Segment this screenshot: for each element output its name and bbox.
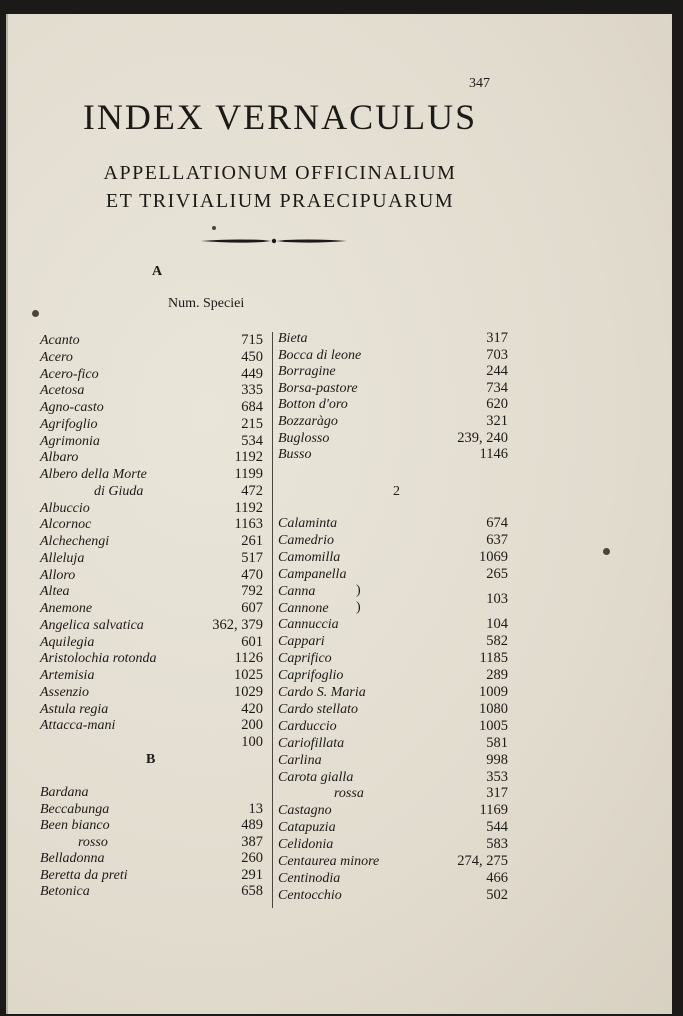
species-number: 265 bbox=[486, 565, 508, 582]
species-number: 1005 bbox=[479, 717, 508, 734]
entry-name: Alcornoc bbox=[40, 517, 92, 533]
species-number: 362, 379 bbox=[212, 616, 263, 633]
ink-spot bbox=[212, 226, 216, 230]
index-entry bbox=[40, 466, 263, 483]
index-entry bbox=[278, 718, 508, 735]
index-entry bbox=[278, 836, 508, 853]
species-number: 200 bbox=[241, 717, 263, 734]
species-number: 1199 bbox=[234, 466, 263, 482]
species-number: 244 bbox=[486, 363, 508, 380]
index-entry bbox=[40, 667, 263, 684]
index-entry bbox=[278, 446, 508, 463]
page-number: 347 bbox=[469, 76, 490, 91]
species-number: 289 bbox=[486, 667, 508, 684]
entry-name: Cariofillata bbox=[278, 735, 345, 751]
brace-cannone: ) bbox=[356, 600, 361, 615]
species-number: 1163 bbox=[234, 516, 263, 533]
index-entry bbox=[40, 416, 263, 433]
section-letter-a: A bbox=[152, 264, 163, 279]
entry-name: Bozzaràgo bbox=[278, 414, 338, 429]
entry-name: Agrifoglio bbox=[40, 416, 98, 432]
species-number: 583 bbox=[486, 836, 508, 853]
index-entry bbox=[40, 801, 263, 818]
species-number: 544 bbox=[486, 819, 508, 836]
index-entry bbox=[40, 784, 263, 801]
column-divider bbox=[272, 332, 273, 908]
index-entry bbox=[278, 769, 508, 786]
index-entry bbox=[40, 717, 263, 734]
index-entry bbox=[40, 650, 263, 667]
entry-name: di Giuda bbox=[94, 483, 144, 499]
species-number: 517 bbox=[241, 549, 263, 566]
entry-name: Busso bbox=[278, 447, 312, 463]
species-number: 620 bbox=[486, 396, 508, 413]
index-entry bbox=[40, 617, 263, 634]
species-number: 317 bbox=[486, 330, 508, 346]
entry-name: Belladonna bbox=[40, 851, 105, 866]
entry-name: Acetosa bbox=[40, 383, 85, 399]
species-number: 449 bbox=[241, 365, 263, 382]
entry-name: Albuccio bbox=[40, 500, 90, 516]
entry-name: Caprifico bbox=[278, 651, 332, 667]
species-number: 1069 bbox=[479, 548, 508, 565]
species-number: 715 bbox=[241, 332, 263, 348]
entry-name: Assenzio bbox=[40, 684, 89, 700]
entry-name: Borragine bbox=[278, 364, 336, 380]
entry-name: Acero bbox=[40, 349, 73, 365]
index-entry bbox=[278, 430, 508, 447]
entry-name: Beretta da preti bbox=[40, 867, 128, 883]
species-number: 1009 bbox=[479, 684, 508, 700]
entry-name: Anemone bbox=[40, 601, 93, 616]
species-number: 450 bbox=[241, 348, 263, 365]
index-entry bbox=[278, 752, 508, 769]
species-number: 792 bbox=[241, 583, 263, 600]
index-entry bbox=[278, 785, 508, 802]
index-entry bbox=[40, 567, 263, 584]
entry-name: rosso bbox=[78, 834, 108, 850]
species-number: 607 bbox=[241, 600, 263, 616]
species-number: 1192 bbox=[234, 499, 263, 516]
index-entry bbox=[278, 616, 508, 633]
entry-name: Bocca di leone bbox=[278, 347, 362, 363]
species-number: 321 bbox=[486, 413, 508, 429]
subtitle-line-1: APPELLATIONUM OFFICINALIUM bbox=[103, 162, 457, 184]
entry-name: Catapuzia bbox=[278, 820, 336, 836]
species-number: 534 bbox=[241, 432, 263, 449]
entry-name: Castagno bbox=[278, 803, 332, 819]
entry-name: Bardana bbox=[40, 785, 89, 800]
entry-name: Cardo S. Maria bbox=[278, 685, 366, 700]
index-entry bbox=[40, 600, 263, 617]
entry-name: Agno-casto bbox=[40, 400, 104, 415]
index-entry bbox=[40, 734, 263, 751]
entry-name: Acanto bbox=[40, 333, 80, 348]
species-number: 13 bbox=[248, 800, 263, 817]
index-entry bbox=[40, 817, 263, 834]
entry-name: Aristolochia rotonda bbox=[40, 651, 157, 667]
index-entry bbox=[278, 684, 508, 701]
index-entry bbox=[40, 349, 263, 366]
species-number: 317 bbox=[486, 785, 508, 802]
index-entry bbox=[40, 867, 263, 884]
index-entry bbox=[278, 887, 508, 904]
entry-name: Camomilla bbox=[278, 549, 341, 565]
entry-name: Carota gialla bbox=[278, 769, 354, 785]
section-letter-c: 2 bbox=[393, 484, 400, 499]
species-number: 684 bbox=[241, 399, 263, 415]
entry-name: Been bianco bbox=[40, 818, 110, 833]
species-number: 1080 bbox=[479, 700, 508, 717]
entry-name: Aquilegia bbox=[40, 634, 95, 650]
index-entry bbox=[40, 500, 263, 517]
index-entry bbox=[278, 380, 508, 397]
species-number: 601 bbox=[241, 633, 263, 650]
index-entry bbox=[40, 433, 263, 450]
index-entry bbox=[278, 549, 508, 566]
index-entry bbox=[40, 332, 263, 349]
canna-group-number-row bbox=[278, 591, 508, 608]
index-entry bbox=[278, 515, 508, 532]
species-number: 582 bbox=[486, 633, 508, 650]
index-entry bbox=[40, 382, 263, 399]
index-entry bbox=[40, 483, 263, 500]
entry-name: Angelica salvatica bbox=[40, 617, 144, 633]
index-entry bbox=[278, 819, 508, 836]
entry-name: rossa bbox=[334, 786, 364, 802]
entry-name: Betonica bbox=[40, 884, 90, 899]
species-number: 239, 240 bbox=[457, 429, 508, 446]
species-number: 1126 bbox=[234, 650, 263, 667]
ink-spot bbox=[603, 548, 610, 555]
index-entry bbox=[278, 347, 508, 364]
index-entry bbox=[278, 413, 508, 430]
species-number: 466 bbox=[486, 869, 508, 886]
entry-name: Agrimonia bbox=[40, 433, 100, 449]
index-entry bbox=[40, 366, 263, 383]
index-entry bbox=[40, 516, 263, 533]
index-entry bbox=[278, 532, 508, 549]
species-number: 260 bbox=[241, 850, 263, 866]
species-number: 658 bbox=[241, 883, 263, 899]
species-number: 489 bbox=[241, 817, 263, 833]
index-entry bbox=[40, 533, 263, 550]
index-entry bbox=[40, 449, 263, 466]
index-entry bbox=[278, 667, 508, 684]
entry-name: Bieta bbox=[278, 331, 308, 346]
book-page bbox=[6, 14, 672, 1014]
entry-name: Astula regia bbox=[40, 701, 109, 717]
entry-name: Canna bbox=[278, 583, 316, 599]
species-number: 291 bbox=[241, 866, 263, 883]
entry-name: Albaro bbox=[40, 450, 79, 466]
index-entry bbox=[278, 802, 508, 819]
species-number: 1185 bbox=[479, 650, 508, 667]
species-number: 1169 bbox=[479, 802, 508, 819]
entry-name: Cannuccia bbox=[278, 617, 339, 633]
species-number: 104 bbox=[486, 616, 508, 633]
species-number: 674 bbox=[486, 515, 508, 531]
index-entry bbox=[278, 396, 508, 413]
species-number: 387 bbox=[241, 833, 263, 850]
species-number: 1029 bbox=[234, 683, 263, 700]
species-number: 274, 275 bbox=[457, 853, 508, 869]
entry-name: Caprifoglio bbox=[278, 668, 344, 684]
species-number: 734 bbox=[486, 379, 508, 396]
species-number: 215 bbox=[241, 415, 263, 432]
index-entry bbox=[40, 883, 263, 900]
entry-name: Acero-fico bbox=[40, 366, 99, 382]
index-entry bbox=[278, 633, 508, 650]
column-header-num-speciei: Num. Speciei bbox=[168, 296, 245, 311]
index-entry bbox=[278, 330, 508, 347]
entry-name: Cardo stellato bbox=[278, 701, 358, 717]
index-entry bbox=[278, 650, 508, 667]
entry-name: Camedrio bbox=[278, 532, 334, 548]
index-entry bbox=[40, 701, 263, 718]
entry-name: Artemisia bbox=[40, 668, 95, 683]
species-number: 581 bbox=[486, 734, 508, 751]
entry-name: Celidonia bbox=[278, 837, 334, 853]
entry-name: Centocchio bbox=[278, 887, 342, 903]
entry-name: Cannone bbox=[278, 600, 329, 616]
index-entry bbox=[40, 834, 263, 851]
entry-name: Altea bbox=[40, 584, 70, 600]
species-number: 420 bbox=[241, 700, 263, 717]
entry-name: Carlina bbox=[278, 752, 322, 768]
entry-name: Albero della Morte bbox=[40, 467, 147, 482]
entry-name: Campanella bbox=[278, 566, 347, 582]
brace-canna: ) bbox=[356, 583, 361, 598]
species-number: 103 bbox=[486, 591, 508, 607]
ornamental-rule bbox=[201, 238, 347, 244]
species-number: 1192 bbox=[234, 449, 263, 466]
species-number: 998 bbox=[486, 751, 508, 768]
species-number: 1146 bbox=[479, 446, 508, 463]
index-entry bbox=[278, 735, 508, 752]
species-number: 472 bbox=[241, 482, 263, 499]
species-number: 353 bbox=[486, 768, 508, 785]
species-number: 100 bbox=[241, 734, 263, 750]
entry-name: Centinodia bbox=[278, 870, 341, 886]
species-number: 502 bbox=[486, 886, 508, 903]
page-title: INDEX VERNACULUS bbox=[82, 97, 478, 137]
species-number: 703 bbox=[486, 346, 508, 363]
entry-name: Alloro bbox=[40, 567, 76, 583]
index-entry bbox=[40, 583, 263, 600]
entry-name: Buglosso bbox=[278, 430, 330, 446]
entry-name: Beccabunga bbox=[40, 801, 110, 817]
entry-name: Cappari bbox=[278, 634, 325, 650]
index-entry bbox=[278, 853, 508, 870]
entry-name: Calaminta bbox=[278, 516, 338, 531]
index-entry bbox=[278, 701, 508, 718]
index-entry bbox=[278, 870, 508, 887]
entry-name: Alchechengi bbox=[40, 534, 110, 549]
index-entry bbox=[40, 634, 263, 651]
index-entry bbox=[40, 550, 263, 567]
index-entry bbox=[278, 363, 508, 380]
subtitle-line-2: ET TRIVIALIUM PRAECIPUARUM bbox=[105, 190, 455, 212]
index-entry bbox=[40, 850, 263, 867]
entry-name: Borsa-pastore bbox=[278, 380, 358, 396]
entry-name: Alleluja bbox=[40, 550, 85, 566]
species-number: 261 bbox=[241, 533, 263, 549]
index-entry bbox=[278, 566, 508, 583]
species-number: 470 bbox=[241, 566, 263, 583]
species-number: 1025 bbox=[234, 667, 263, 683]
index-entry bbox=[40, 399, 263, 416]
entry-name: Botton d'oro bbox=[278, 397, 348, 413]
entry-name: Attacca-mani bbox=[40, 718, 116, 734]
species-number: 637 bbox=[486, 531, 508, 548]
section-letter-b: B bbox=[146, 752, 156, 767]
species-number: 335 bbox=[241, 382, 263, 399]
entry-name: Carduccio bbox=[278, 718, 337, 734]
ink-spot bbox=[32, 310, 39, 317]
entry-name: Centaurea minore bbox=[278, 854, 380, 869]
index-entry bbox=[40, 684, 263, 701]
